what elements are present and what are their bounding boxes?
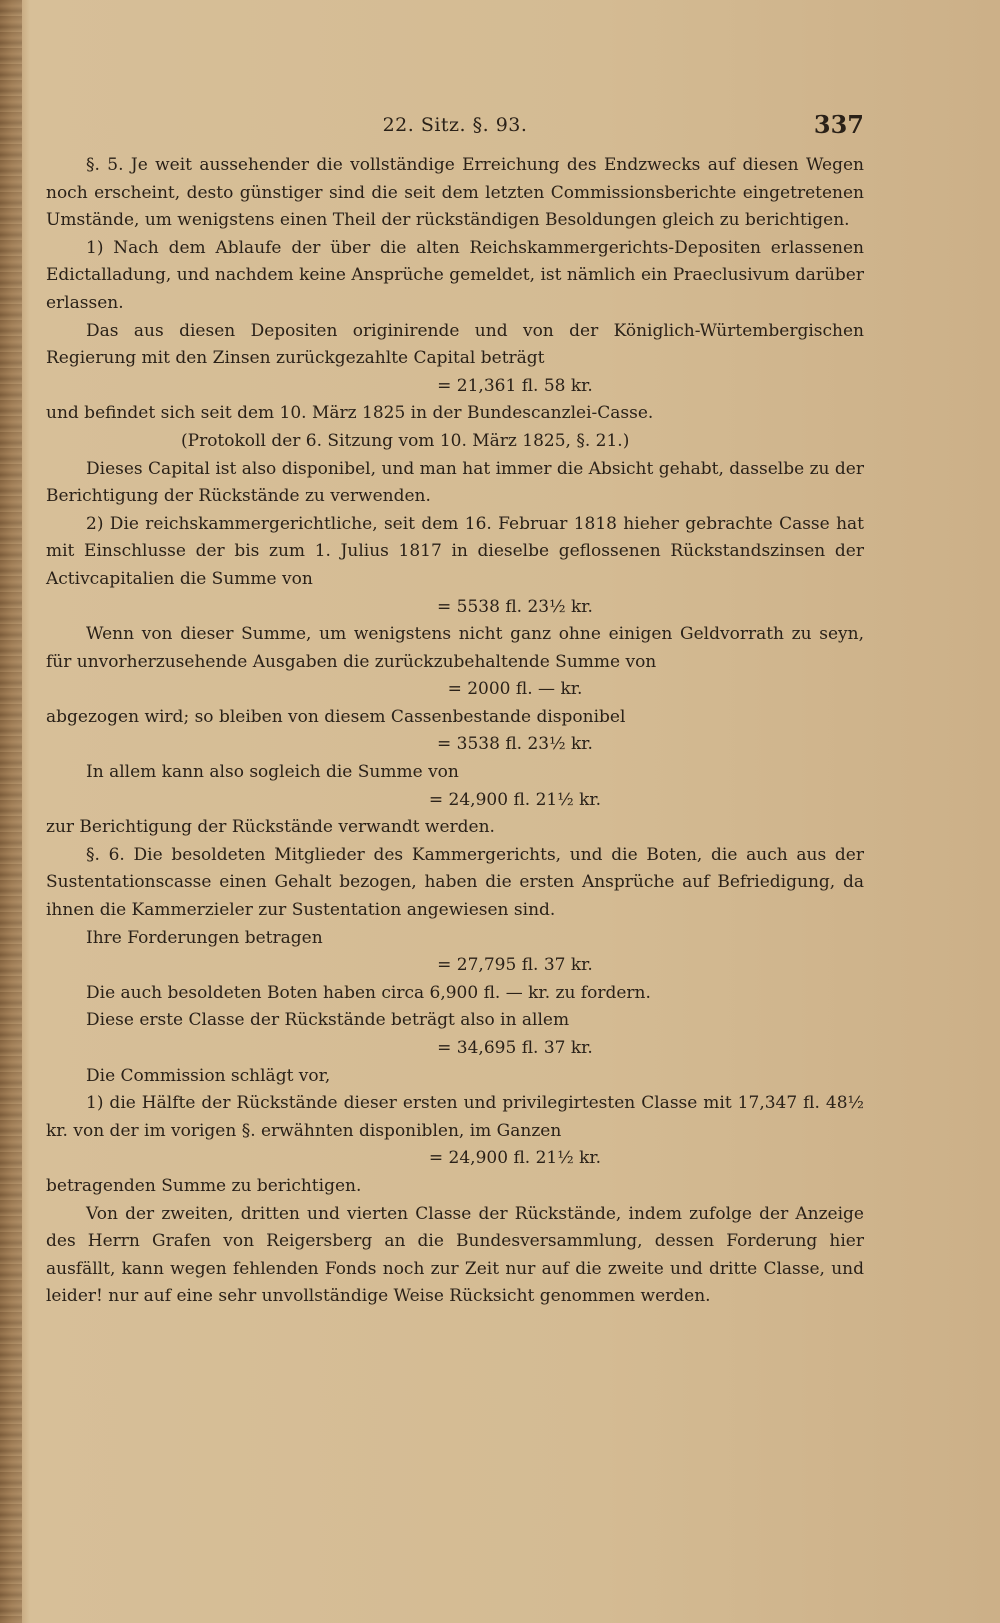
sum-line: = 34,695 fl. 37 kr. <box>437 1038 593 1058</box>
paragraph: und befindet sich seit dem 10. März 1825 in der Bundescanzlei-Casse. <box>46 403 654 424</box>
paragraph: Das aus diesen Depositen originirende und von der Königlich-Würtembergischen Regierung mit den Zinsen zurückgezahlte Capital beträgt <box>46 320 864 369</box>
paragraph: Dieses Capital ist also disponibel, und man hat immer die Absicht gehabt, dasselbe zu der Berichtigung der Rückstände zu verwenden. <box>46 458 864 507</box>
paragraph: Wenn von dieser Summe, um wenigstens nicht ganz ohne einigen Geldvorrath zu seyn, für unvorherzusehende Ausgaben die zurückzubehaltende Summe von <box>46 624 864 672</box>
paragraph: In allem kann also sogleich die Summe von <box>86 762 459 783</box>
paragraph: Die Commission schlägt vor, <box>86 1065 331 1086</box>
sum-line: = 5538 fl. 23½ kr. <box>437 596 593 617</box>
sum-line: = 3538 fl. 23½ kr. <box>437 734 593 755</box>
paragraph: betragenden Summe zu berichtigen. <box>46 1175 362 1196</box>
page-header <box>46 110 864 144</box>
paragraph: §. 5. Je weit aussehender die vollständige Erreichung des Endzwecks auf diesen Wegen noch erscheint, desto günstiger sind die seit dem letzten Commissionsberichte eingetretenen Umstände, um wenigstens einen Theil der rückständigen Besoldungen gleich zu berichtigen. <box>46 155 864 231</box>
paragraph: Ihre Forderungen betragen <box>86 927 323 948</box>
sum-line: = 24,900 fl. 21½ kr. <box>428 789 602 810</box>
sum-line: = 27,795 fl. 37 kr. <box>437 955 593 976</box>
paragraph: Die auch besoldeten Boten haben circa 6,900 fl. — kr. zu fordern. <box>86 982 651 1003</box>
paragraph: 1) die Hälfte der Rückstände dieser ersten und privilegirtesten Classe mit 17,347 fl. 48½ kr. von der im vorigen §. erwähnten disponiblen, im Ganzen <box>46 1093 864 1141</box>
sum-line: = 21,361 fl. 58 kr. <box>437 375 593 396</box>
paragraph: zur Berichtigung der Rückstände verwandt werden. <box>46 817 495 838</box>
paragraph: §. 6. Die besoldeten Mitglieder des Kammergerichts, und die Boten, die auch aus der Sustentationscasse einen Gehalt bezogen, haben die ersten Ansprüche auf Befriedigung, da ihnen die Kammerzieler zur Sustentation angewiesen sind. <box>46 844 864 921</box>
paragraph: Von der zweiten, dritten und vierten Classe der Rückstände, indem zufolge der Anzeige des Herrn Grafen von Reigersberg an die Bundesversammlung, dessen Forderung hier ausfällt, kann wegen fehlenden Fonds noch zur Zeit nur auf die zweite und dritte Classe, und leider! nur auf eine sehr unvollständige Weise Rücksicht genommen werden. <box>46 1203 864 1307</box>
sum-line: = 2000 fl. — kr. <box>447 679 583 700</box>
book-gutter <box>0 0 22 1623</box>
paragraph: abgezogen wird; so bleiben von diesem Cassenbestande disponibel <box>46 706 626 727</box>
page-number: 337 <box>813 110 864 139</box>
paragraph: 1) Nach dem Ablaufe der über die alten Reichskammergerichts-Depositen erlassenen Edictalladung, und nachdem keine Ansprüche gemeldet, ist nämlich ein Praeclusivum darüber erlassen. <box>46 237 864 313</box>
paragraph: 2) Die reichskammergerichtliche, seit dem 16. Februar 1818 hieher gebrachte Casse hat mit Einschlusse der bis zum 1. Julius 1817 in dieselbe geflossenen Rückstandszinsen der Activcapitalien die Summe von <box>46 513 864 589</box>
paragraph: Diese erste Classe der Rückstände beträgt also in allem <box>86 1010 570 1031</box>
running-head: 22. Sitz. §. 93. <box>382 114 528 136</box>
sum-line: = 24,900 fl. 21½ kr. <box>428 1148 602 1169</box>
protocol-reference: (Protokoll der 6. Sitzung vom 10. März 1825, §. 21.) <box>181 430 630 451</box>
